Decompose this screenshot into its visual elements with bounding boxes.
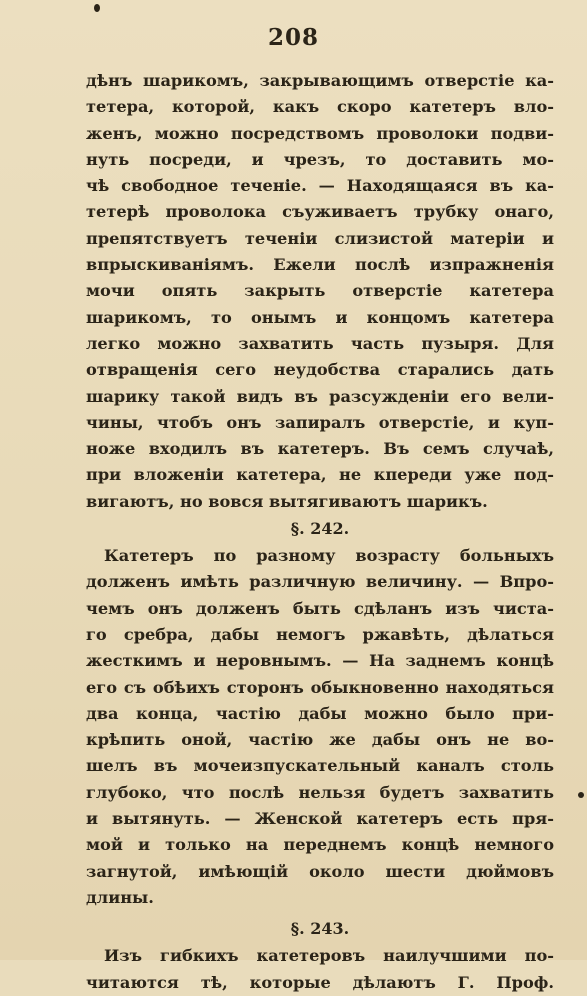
page-number: 208 <box>267 24 319 51</box>
ink-blot <box>94 4 100 12</box>
paragraph-243 <box>86 943 554 996</box>
text-line: отвращенія сего неудобства старались дать <box>86 360 554 380</box>
text-line: женъ, можно посредствомъ проволоки подви- <box>86 123 554 143</box>
text-line: препятствуетъ теченіи слизистой матеріи и <box>86 228 554 248</box>
text-line: вигаютъ, но вовся вытягиваютъ шарикъ. <box>86 491 488 511</box>
text-line: загнутой, имѣющій около шести дюймовъ <box>86 861 554 881</box>
text-line: жесткимъ и неровнымъ. — На заднемъ концѣ <box>86 651 554 671</box>
text-line: при вложеніи катетера, не кпереди уже под- <box>86 465 554 485</box>
text-line: шарику такой видъ въ разсужденіи его вели- <box>86 386 554 406</box>
text-line: ноже входилъ въ катетеръ. Въ семъ случаѣ, <box>86 439 554 459</box>
text-line: чѣ свободное теченіе. — Находящаяся въ ка- <box>86 176 554 196</box>
text-line: впрыскиваніямъ. Ежели послѣ изпражненія <box>86 255 554 275</box>
text-line: долженъ имѣть различную величину. — Впро- <box>86 572 554 592</box>
text-line: Катетеръ по разному возрасту больныхъ <box>104 546 554 566</box>
text-line: чемъ онъ долженъ быть сдѣланъ изъ чиста- <box>86 598 554 618</box>
section-heading-242: §. 242. <box>290 519 350 539</box>
text-line: читаются тѣ, которые дѣлаютъ Г. Проф. <box>86 972 554 992</box>
text-line: нуть посреди, и чрезъ, то доставить мо- <box>86 149 554 169</box>
text-line: Изъ гибкихъ катетеровъ наилучшими по- <box>104 946 554 966</box>
text-line: мой и только на переднемъ концѣ немного <box>86 835 554 855</box>
section-heading-243: §. 243. <box>290 919 350 939</box>
text-line: шелъ въ мочеизпускательный каналъ столь <box>86 756 554 776</box>
text-line: го сребра, дабы немогъ ржавѣть, дѣлаться <box>86 624 554 644</box>
text-line: тетера, которой, какъ скоро катетеръ вло- <box>86 97 554 117</box>
ink-blot <box>578 792 584 798</box>
text-line: шарикомъ, то онымъ и концомъ катетера <box>86 307 554 327</box>
text-line: легко можно захватить часть пузыря. Для <box>86 333 554 353</box>
text-line: длины. <box>86 887 154 907</box>
text-line: его съ обѣихъ сторонъ обыкновенно находяться <box>86 677 554 697</box>
text-line: тетерѣ проволока съуживаетъ трубку онаго, <box>86 202 554 222</box>
text-line: и вытянуть. — Женской катетеръ есть пря- <box>86 809 554 829</box>
text-line: глубоко, что послѣ нельзя будетъ захватить <box>86 782 554 802</box>
paragraph-continued <box>86 68 554 515</box>
text-line: крѣпить оной, частію же дабы онъ не во- <box>86 730 554 750</box>
text-line: чины, чтобъ онъ запиралъ отверстіе, и куп- <box>86 412 554 432</box>
text-line: два конца, частію дабы можно было при- <box>86 703 554 723</box>
text-line: мочи опять закрыть отверстіе катетера <box>86 281 554 301</box>
paragraph-242 <box>86 543 554 911</box>
text-line: дѣнъ шарикомъ, закрывающимъ отверстіе ка- <box>86 71 554 90</box>
text-column <box>86 68 554 996</box>
